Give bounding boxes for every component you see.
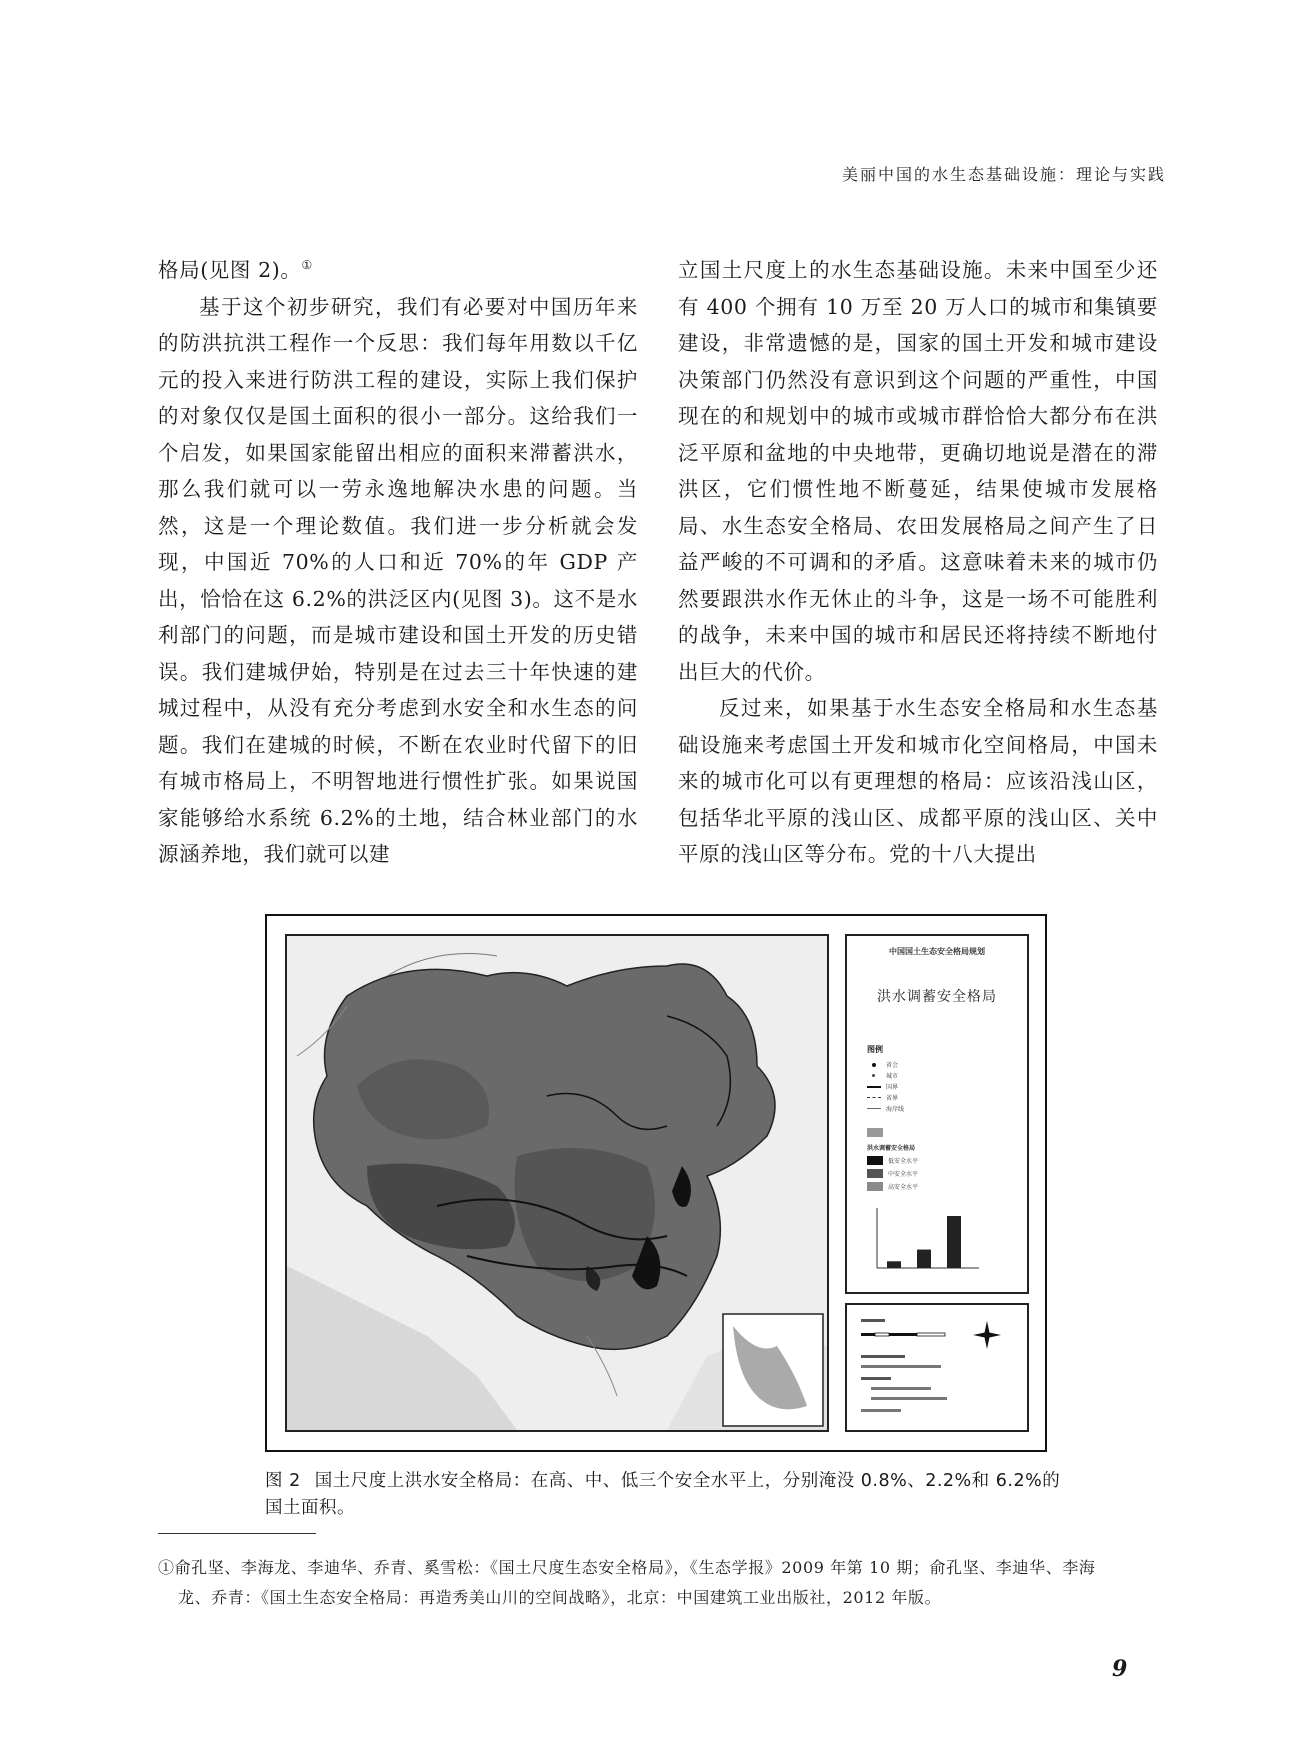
- mini-bar: [947, 1216, 961, 1268]
- running-header: 美丽中国的水生态基础设施：理论与实践: [841, 165, 1166, 184]
- north-arrow-icon: [973, 1321, 1001, 1349]
- caption-number: 图 2: [265, 1471, 301, 1491]
- legend-title: 洪水调蓄安全格局: [877, 989, 997, 1005]
- china-flood-map: [285, 934, 829, 1432]
- scale-and-compass: [847, 1305, 1027, 1430]
- paragraph: 立国土尺度上的水生态基础设施。未来中国至少还有 400 个拥有 10 万至 20 万人口的城市和集镇要建设，非常遗憾的是，国家的国土开发和城市建设决策部门仍然没有意识到这个问题的严重性，中国现在的和规划中的城市或城市群恰恰大都分布在洪泛平原和盆地的中央地带，更确切地说是潜在的滞洪区，它们惯性地不断蔓延，结果使城市发展格局、水生态安全格局、农田发展格局之间产生了日益严峻的不可调和的矛盾。这意味着未来的城市仍然要跟洪水作无休止的斗争，这是一场不可能胜利的战争，未来中国的城市和居民还将持续不断地付出巨大的代价。: [678, 258, 1158, 684]
- map-legend: [845, 934, 1029, 1294]
- legend-item: 国界: [867, 1082, 898, 1091]
- legend-item: 海岸线: [867, 1104, 904, 1113]
- mini-bar: [917, 1250, 931, 1268]
- paragraph: 反过来，如果基于水生态安全格局和水生态基础设施来考虑国土开发和城市化空间格局，中国未来的城市化可以有更理想的格局：应该沿浅山区，包括华北平原的浅山区、成都平原的浅山区、关中平原的浅山区等分布。党的十八大提出: [678, 696, 1158, 866]
- legend-swatch-row: [867, 1128, 888, 1137]
- legend-key-title: 图例: [867, 1044, 883, 1054]
- footnote-marker: ①: [301, 258, 313, 273]
- right-column: [678, 252, 1158, 873]
- class-heading: 洪水调蓄安全格局: [867, 1145, 916, 1152]
- legend-heading: 中国国土生态安全格局规划: [889, 946, 985, 956]
- swatch: [867, 1128, 883, 1137]
- page-number: 9: [1112, 1656, 1128, 1682]
- legend-item: 省会: [867, 1060, 898, 1069]
- swatch: [867, 1156, 883, 1165]
- paragraph: [158, 252, 638, 289]
- legend-class: 中安全水平: [867, 1169, 918, 1178]
- line-icon: [867, 1086, 881, 1088]
- legend-item: 城市: [867, 1071, 898, 1080]
- legend-item: 省界: [867, 1093, 898, 1102]
- swatch: [867, 1182, 883, 1191]
- paragraph-text: 格局(见图 2)。: [158, 258, 302, 282]
- map-info-panel: [845, 1303, 1029, 1432]
- figure-2: [265, 914, 1047, 1452]
- mini-bar-chart: [871, 1206, 981, 1276]
- swatch: [867, 1169, 883, 1178]
- line-icon: [867, 1108, 881, 1109]
- dot-icon: [872, 1074, 875, 1077]
- footnote-line: ①俞孔坚、李海龙、李迪华、乔青、奚雪松：《国土尺度生态安全格局》，《生态学报》2009 年第 10 期；俞孔坚、李迪华、李海: [158, 1558, 1096, 1577]
- mini-bar: [887, 1261, 901, 1268]
- map-image: [287, 936, 827, 1430]
- legend-class: 低安全水平: [867, 1156, 918, 1165]
- legend-class: 高安全水平: [867, 1182, 918, 1191]
- left-column: [158, 252, 638, 873]
- paragraph: 基于这个初步研究，我们有必要对中国历年来的防洪抗洪工程作一个反思：我们每年用数以千亿元的投入来进行防洪工程的建设，实际上我们保护的对象仅仅是国土面积的很小一部分。这给我们一个启发，如果国家能留出相应的面积来滞蓄洪水，那么我们就可以一劳永逸地解决水患的问题。当然，这是一个理论数值。我们进一步分析就会发现，中国近 70%的人口和近 70%的年 GDP 产出，恰恰在这 6.2%的洪泛区内(见图 3)。这不是水利部门的问题，而是城市建设和国土开发的历史错误。我们建城伊始，特别是在过去三十年快速的建城过程中，从没有充分考虑到水安全和水生态的问题。我们在建城的时候，不断在农业时代留下的旧有城市格局上，不明智地进行惯性扩张。如果说国家能够给水系统 6.2%的土地，结合林业部门的水源涵养地，我们就可以建: [158, 294, 638, 866]
- footnote: [158, 1553, 1158, 1613]
- figure-caption: [265, 1468, 1065, 1522]
- caption-text: 国土尺度上洪水安全格局：在高、中、低三个安全水平上，分别淹没 0.8%、2.2%和 6.2%的国土面积。: [265, 1471, 1061, 1518]
- line-icon: [867, 1097, 881, 1098]
- footnote-divider: [158, 1533, 316, 1534]
- dot-icon: [872, 1063, 876, 1067]
- footnote-line: 龙、乔青：《国土生态安全格局：再造秀美山川的空间战略》，北京：中国建筑工业出版社，2012 年版。: [178, 1588, 942, 1607]
